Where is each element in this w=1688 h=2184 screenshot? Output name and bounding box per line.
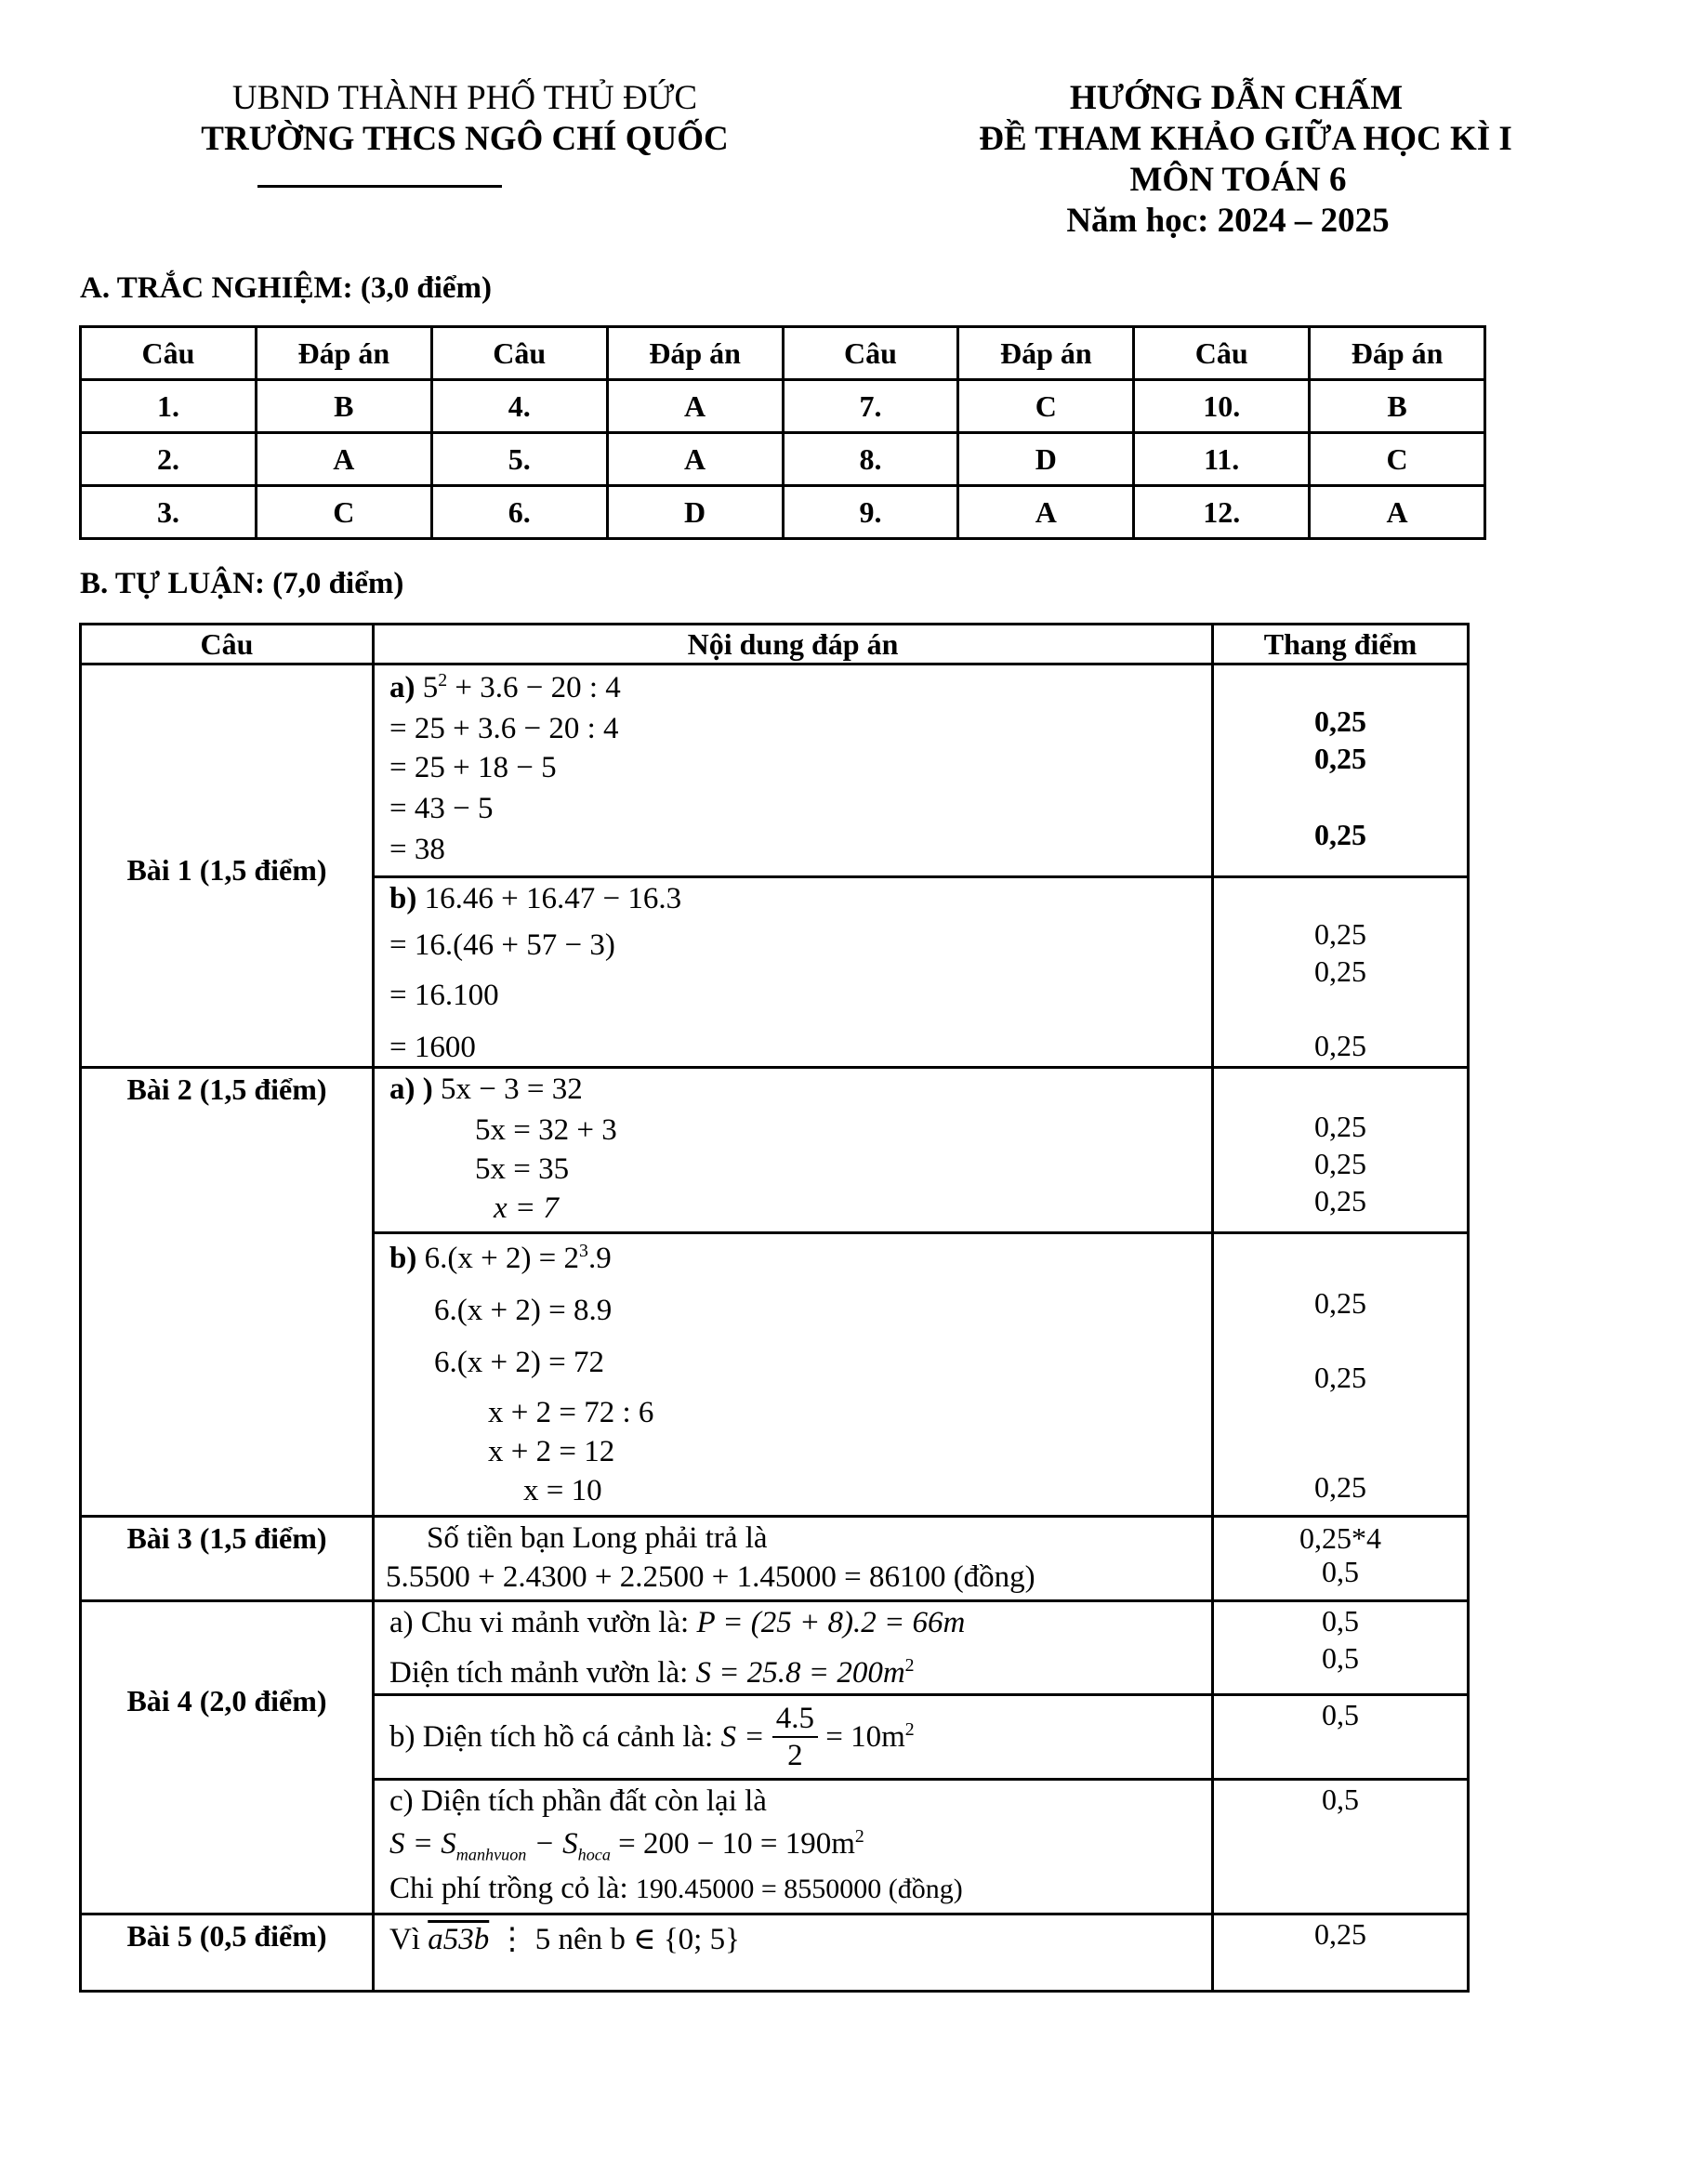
score-value: 0,5 xyxy=(1322,1641,1359,1675)
answer: A xyxy=(958,486,1134,539)
answer-line: 5.5500 + 2.4300 + 2.2500 + 1.45000 = 86100 (đồng) xyxy=(386,1560,1035,1594)
table-row-bai1-a xyxy=(81,664,1469,877)
content-cell xyxy=(374,1068,1213,1233)
answer-line: x = 7 xyxy=(494,1191,559,1225)
table-row-bai2-a xyxy=(81,1068,1469,1233)
table-header-row xyxy=(81,327,1485,380)
score-value: 0,25 xyxy=(1314,818,1366,851)
header-score: Thang điểm xyxy=(1213,625,1469,664)
header-cell: Câu xyxy=(783,327,958,380)
score-value: 0,5 xyxy=(1322,1698,1359,1731)
subject: MÔN TOÁN 6 xyxy=(1129,161,1347,199)
answer: A xyxy=(607,380,783,433)
score-value: 0,25 xyxy=(1314,742,1366,775)
score-cell xyxy=(1213,877,1469,1068)
question-number: 3. xyxy=(81,486,257,539)
score-value: 0,5 xyxy=(1322,1604,1359,1638)
answer-line xyxy=(389,1921,740,1958)
question-number: 5. xyxy=(431,433,607,486)
answer-line: c) Diện tích phần đất còn lại là xyxy=(389,1784,767,1818)
math-rest: + 3.6 − 20 : 4 xyxy=(447,671,621,704)
section-a-heading: A. TRẮC NGHIỆM: (3,0 điểm) xyxy=(80,271,493,305)
fraction-numerator: 4.5 xyxy=(772,1701,818,1738)
header-cell: Câu xyxy=(431,327,607,380)
essay-grading-table xyxy=(79,623,1470,1993)
answer-line: = 16.(46 + 57 − 3) xyxy=(389,928,615,962)
score-value: 0,25 xyxy=(1314,917,1366,951)
question-cell-bai5 xyxy=(81,1914,374,1992)
answer-line: = 25 + 3.6 − 20 : 4 xyxy=(389,712,619,745)
header-content: Nội dung đáp án xyxy=(374,625,1213,664)
fraction xyxy=(772,1701,818,1773)
answer: A xyxy=(256,433,431,486)
math-rhs: = 10m xyxy=(825,1720,905,1754)
content-cell xyxy=(374,1914,1213,1992)
part-label: b) xyxy=(389,882,417,915)
part-label: a) xyxy=(389,671,415,704)
answer-line xyxy=(389,1870,963,1908)
header-cell: Đáp án xyxy=(256,327,431,380)
score-value: 0,25 xyxy=(1314,1147,1366,1180)
answer-line xyxy=(389,1825,864,1862)
score-cell xyxy=(1213,1233,1469,1517)
question-number: 12. xyxy=(1134,486,1310,539)
score-value: 0,25 xyxy=(1314,1361,1366,1394)
table-row-bai5 xyxy=(81,1914,1469,1992)
score-cell xyxy=(1213,1914,1469,1992)
header-cell: Câu xyxy=(1134,327,1310,380)
question-label: Bài 2 (1,5 điểm) xyxy=(126,1072,327,1106)
question-label: Bài 3 (1,5 điểm) xyxy=(126,1521,327,1555)
content-cell xyxy=(374,1601,1213,1695)
fraction-denominator: 2 xyxy=(787,1739,803,1773)
score-cell xyxy=(1213,1517,1469,1601)
answer-line: = 38 xyxy=(389,833,445,866)
question-number: 10. xyxy=(1134,380,1310,433)
score-value: 0,25 xyxy=(1314,1470,1366,1504)
question-cell-bai1 xyxy=(81,664,374,1068)
math-expression: 5x − 3 = 32 xyxy=(440,1072,583,1106)
answer-text: a) Chu vi mảnh vườn là: xyxy=(389,1606,697,1639)
answer-line: 5x = 32 + 3 xyxy=(475,1113,617,1147)
answer-text: Chi phí trồng cỏ là: xyxy=(389,1872,636,1905)
answer: C xyxy=(1310,433,1485,486)
answer: C xyxy=(958,380,1134,433)
content-cell xyxy=(374,1695,1213,1780)
question-label: Bài 1 (1,5 điểm) xyxy=(126,853,327,887)
content-cell xyxy=(374,1780,1213,1914)
content-cell xyxy=(374,1517,1213,1601)
content-cell xyxy=(374,664,1213,877)
score-cell xyxy=(1213,1068,1469,1233)
answer-text: Vì xyxy=(389,1923,429,1956)
answer: C xyxy=(256,486,431,539)
question-number: 1. xyxy=(81,380,257,433)
question-number: 11. xyxy=(1134,433,1310,486)
math-exponent: 2 xyxy=(438,670,448,691)
answer: D xyxy=(958,433,1134,486)
math-minus: − S xyxy=(526,1827,578,1861)
header-cell: Câu xyxy=(81,327,257,380)
header-question: Câu xyxy=(81,625,374,664)
score-value: 0,25 xyxy=(1314,1029,1366,1062)
math-exponent: 2 xyxy=(904,1655,915,1676)
answer: A xyxy=(1310,486,1485,539)
score-cell xyxy=(1213,1780,1469,1914)
answer-line: x + 2 = 12 xyxy=(488,1435,615,1468)
question-number: 4. xyxy=(431,380,607,433)
header-left xyxy=(139,78,790,160)
math-lhs: S = xyxy=(720,1720,765,1754)
answer-line: x + 2 = 72 : 6 xyxy=(488,1396,654,1429)
school-year: Năm học: 2024 – 2025 xyxy=(1066,202,1390,240)
score-value: 0,5 xyxy=(1322,1783,1359,1816)
authority-name: UBND THÀNH PHỐ THỦ ĐỨC xyxy=(231,79,698,117)
score-value: 0,25 xyxy=(1314,954,1366,988)
score-value: 0,5 xyxy=(1322,1555,1359,1588)
answer-line xyxy=(389,1604,965,1641)
table-row-bai4-a xyxy=(81,1601,1469,1695)
header-cell: Đáp án xyxy=(607,327,783,380)
answer-line: = 43 − 5 xyxy=(389,792,494,825)
answer: A xyxy=(607,433,783,486)
answer-line xyxy=(389,669,621,706)
answer-line: = 16.100 xyxy=(389,979,499,1012)
answer-line: = 25 + 18 − 5 xyxy=(389,751,557,784)
table-row xyxy=(81,433,1485,486)
score-value: 0,25 xyxy=(1314,1917,1366,1951)
math-base: 5 xyxy=(422,671,439,704)
math-exponent: 3 xyxy=(579,1241,588,1261)
score-cell xyxy=(1213,1695,1469,1780)
question-number: 8. xyxy=(783,433,958,486)
school-name: TRƯỜNG THCS NGÔ CHÍ QUỐC xyxy=(201,120,729,158)
header-cell: Đáp án xyxy=(1310,327,1485,380)
answer-text: ⋮ 5 nên b ∈ {0; 5} xyxy=(489,1923,740,1956)
table-header-row xyxy=(81,625,1469,664)
document-title: HƯỚNG DẪN CHẤM xyxy=(1069,79,1404,117)
math-subscript: manhvuon xyxy=(455,1845,527,1864)
table-row xyxy=(81,486,1485,539)
question-cell-bai4 xyxy=(81,1601,374,1914)
question-label: Bài 5 (0,5 điểm) xyxy=(126,1919,327,1953)
part-label: b) xyxy=(389,1242,417,1275)
question-cell-bai3 xyxy=(81,1517,374,1601)
score-value: 0,25 xyxy=(1314,1110,1366,1143)
score-cell xyxy=(1213,664,1469,877)
math-expression: P = (25 + 8).2 = 66m xyxy=(696,1606,966,1639)
answer: D xyxy=(607,486,783,539)
math-exponent: 2 xyxy=(854,1826,864,1847)
score-value: 0,25*4 xyxy=(1299,1521,1381,1555)
score-value: 0,25 xyxy=(1314,1184,1366,1217)
answer-line xyxy=(389,1654,915,1691)
question-number: 7. xyxy=(783,380,958,433)
answer-line: 6.(x + 2) = 72 xyxy=(434,1346,604,1379)
section-b-heading: B. TỰ LUẬN: (7,0 điểm) xyxy=(80,567,404,600)
question-number: 9. xyxy=(783,486,958,539)
answer-text: b) Diện tích hồ cá cảnh là: xyxy=(389,1720,721,1754)
math-subscript: hoca xyxy=(577,1845,611,1864)
question-cell-bai2 xyxy=(81,1068,374,1517)
answer-line xyxy=(389,880,681,917)
answer: B xyxy=(1310,380,1485,433)
math-exponent: 2 xyxy=(904,1719,915,1740)
score-cell xyxy=(1213,1601,1469,1695)
document-subtitle: ĐỀ THAM KHẢO GIỮA HỌC KÌ I xyxy=(979,120,1512,158)
answer-line xyxy=(389,1240,612,1277)
header-divider xyxy=(257,185,502,188)
table-row xyxy=(81,380,1485,433)
header-cell: Đáp án xyxy=(958,327,1134,380)
content-cell xyxy=(374,1233,1213,1517)
question-number: 2. xyxy=(81,433,257,486)
header-right xyxy=(911,78,1580,242)
math-rest: = 200 − 10 = 190m xyxy=(610,1827,855,1861)
answer-line: Số tiền bạn Long phải trả là xyxy=(427,1521,768,1555)
content-cell xyxy=(374,877,1213,1068)
answer-line xyxy=(389,1696,915,1778)
math-expression: 6.(x + 2) = 2 xyxy=(424,1242,580,1275)
answer: B xyxy=(256,380,431,433)
part-label: a) ) xyxy=(389,1072,433,1106)
answer-line: x = 10 xyxy=(523,1474,602,1507)
score-value: 0,25 xyxy=(1314,704,1366,738)
question-number: 6. xyxy=(431,486,607,539)
score-value: 0,25 xyxy=(1314,1286,1366,1320)
multiple-choice-answer-table xyxy=(79,325,1486,540)
table-row-bai3 xyxy=(81,1517,1469,1601)
math-lhs: S = S xyxy=(389,1827,456,1861)
answer-line: 5x = 35 xyxy=(475,1152,570,1186)
answer-line: 6.(x + 2) = 8.9 xyxy=(434,1294,613,1327)
answer-line xyxy=(389,1071,583,1108)
answer-text: Diện tích mảnh vườn là: xyxy=(389,1656,696,1690)
math-expression: 190.45000 = 8550000 (đồng) xyxy=(635,1874,963,1904)
math-expression: S = 25.8 = 200m xyxy=(695,1656,905,1690)
question-label: Bài 4 (2,0 điểm) xyxy=(126,1684,327,1717)
overlined-number: a53b xyxy=(428,1923,490,1956)
math-rest: .9 xyxy=(587,1242,612,1275)
math-expression: 16.46 + 16.47 − 16.3 xyxy=(424,882,682,915)
answer-line: = 1600 xyxy=(389,1031,476,1064)
